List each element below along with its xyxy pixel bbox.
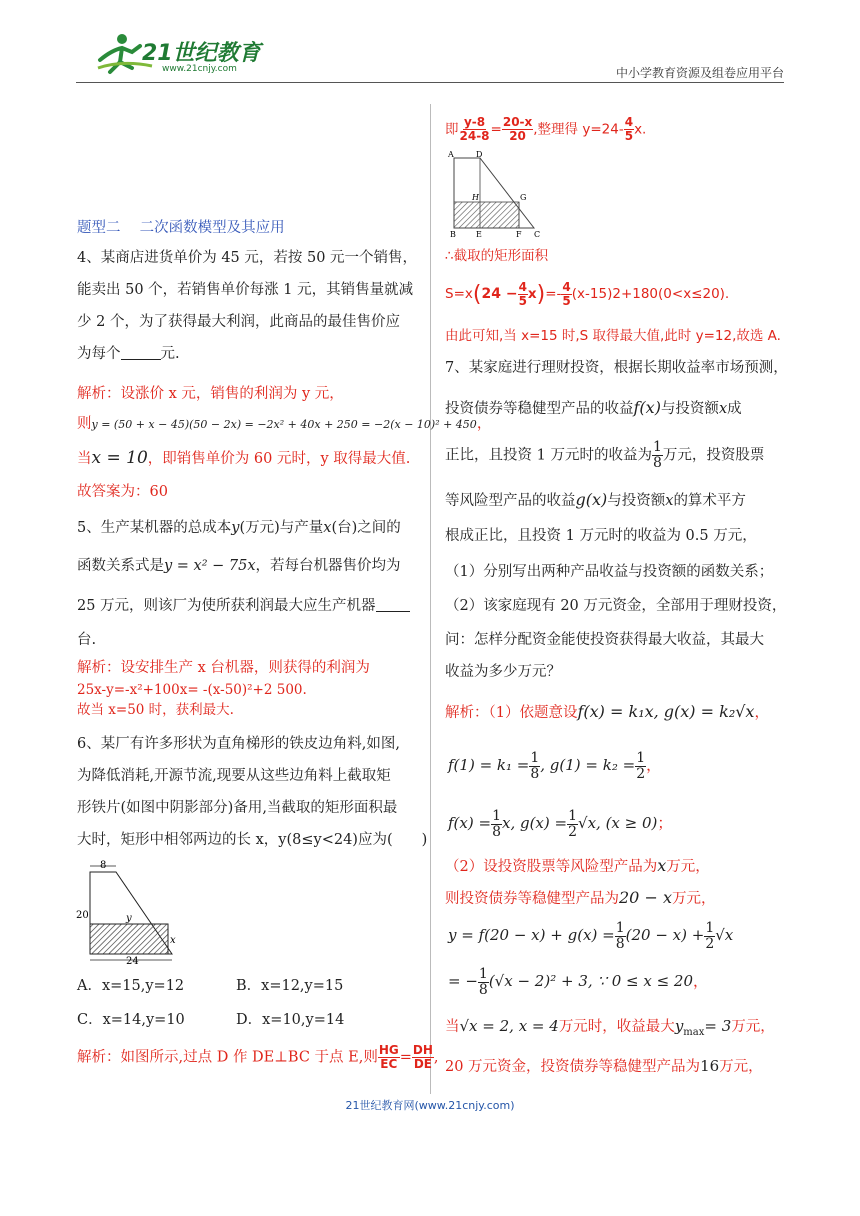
q6-sol1-end: ,: [433, 1049, 439, 1066]
q7-s5-b: 万元，: [671, 891, 716, 907]
r3-rparen: ): [536, 282, 546, 307]
q7-s7-frac: [478, 967, 489, 998]
q7-l3-frac: [652, 440, 663, 471]
q7-line-1: 7、某家庭进行理财投资，根据长期收益率市场预测，: [445, 360, 788, 376]
q7-s4-a: （2）设投资股票等风险型产品为: [445, 859, 658, 875]
logo-text: 21世纪教育: [142, 41, 261, 66]
q7-s6-a: y = f(20 − x) + g(x) =: [448, 926, 615, 944]
q4-solution-3: [77, 448, 410, 469]
q7-s6-frac2: [704, 921, 715, 952]
q7-l2-a: 投资债券等稳健型产品的收益: [445, 401, 634, 417]
q7-s3-frac1: [491, 809, 502, 840]
fig-point-h: H: [472, 193, 479, 202]
q5-line-4: 台.: [77, 632, 97, 648]
q7-s7-b: (√x − 2)² + 3, ∵ 0 ≤ x ≤ 20: [488, 972, 694, 990]
q5-solution-1: 解析：设安排生产 x 台机器，则获得的利润为: [77, 660, 370, 676]
r1-frac1: [459, 116, 491, 143]
q6-frac2-den: DE: [413, 1057, 432, 1071]
footer-link[interactable]: 21世纪教育网(www.21cnjy.com): [345, 1099, 515, 1112]
q7-solution-9: [445, 1056, 763, 1077]
q7-s6-f1-num: 1: [615, 919, 625, 936]
q7-l2-b: 与投资额: [660, 401, 719, 417]
q4-sol2-a: 则: [77, 416, 92, 432]
q7-l4-c: 的算术平方: [673, 493, 746, 509]
option-d[interactable]: D．x=10,y=14: [236, 1012, 345, 1028]
q7-solution-4: [445, 856, 710, 877]
q7-s3-a: f(x) =: [448, 814, 492, 832]
site-logo[interactable]: [92, 30, 262, 78]
q7-solution-3: [448, 808, 672, 840]
q7-s2-b: , g(1) = k₂ =: [540, 756, 636, 774]
q6-line-3: 形铁片(如图中阴影部分)备用,当截取的矩形面积最: [77, 800, 398, 816]
q5-l1-y: y: [231, 520, 240, 536]
r1-f1-den: 24-8: [459, 129, 490, 143]
q6-frac1-num: HG: [378, 1043, 399, 1057]
q7-s9-b: 万元，: [719, 1059, 763, 1075]
fig-point-d: D: [476, 150, 483, 159]
answer-blank[interactable]: [121, 345, 161, 360]
r3-f2-den: 5: [562, 293, 571, 308]
r3-paren: 24 −: [481, 286, 518, 302]
q7-s3-f1-den: 8: [492, 823, 501, 840]
q7-l4-a: 等风险型产品的收益: [445, 493, 576, 509]
q7-s2-a: f(1) = k₁ =: [448, 756, 530, 774]
q5-answer-blank[interactable]: [376, 597, 410, 612]
q4-solution-2: [77, 414, 491, 435]
option-a[interactable]: A．x=15,y=12: [77, 978, 185, 994]
q7-s9-a: 20 万元资金，投资债券等稳健型产品为: [445, 1059, 701, 1075]
r1-f2-den: 20: [509, 129, 526, 143]
r1-f3-den: 5: [624, 129, 634, 143]
q4-line-1: 4、某商店进货单价为 45 元，若按 50 元一个销售，: [77, 250, 418, 266]
r1-c: x.: [634, 121, 647, 138]
conclusion-line: 由此可知,当 x=15 时,S 取得最大值,此时 y=12,故选 A.: [445, 328, 781, 344]
area-line: ∴截取的矩形面积: [445, 248, 549, 264]
q7-line-9: 收益为多少万元？: [445, 664, 561, 680]
r3-paren-x: x: [527, 286, 537, 302]
q6-line-4: 大时，矩形中相邻两边的长 x，y(8≤y<24)应为( ): [77, 832, 428, 848]
option-c[interactable]: C．x=14,y=10: [77, 1012, 185, 1028]
q6-solution-1: [77, 1044, 439, 1071]
r1-f2-num: 20-x: [502, 115, 533, 129]
q7-s3-c: √x, (x ≥ 0): [578, 814, 658, 832]
q7-s6-f2-den: 2: [705, 935, 715, 952]
q5-solution-3: 故当 x=50 时，获利最大.: [77, 702, 234, 718]
q7-l4-x: x: [665, 493, 674, 509]
q7-solution-1: [445, 702, 769, 723]
q4-line-3: 少 2 个，为了获得最大利润，此商品的最佳售价应: [77, 314, 400, 330]
q6-sol1-text: 解析：如图所示,过点 D 作 DE⊥BC 于点 E,则: [77, 1049, 378, 1066]
q7-s5-a: 则投资债券等稳健型产品为: [445, 891, 619, 907]
r1-frac3: [624, 116, 634, 143]
r1-f1-num: y-8: [463, 115, 486, 129]
r3-frac2: [561, 281, 571, 308]
q7-s8-math: √x = 2, x = 4: [459, 1017, 559, 1035]
q7-l3-f-den: 8: [652, 455, 662, 471]
q7-s2-frac1: [529, 751, 540, 782]
q6-line-1: 6、某厂有许多形状为直角梯形的铁皮边角料,如图,: [77, 736, 400, 752]
q6-frac1-den: EC: [380, 1057, 398, 1071]
q7-s8-sub: max: [683, 1026, 705, 1038]
q7-s3-d: ；: [657, 814, 673, 832]
trapezoid-figure: [74, 858, 184, 968]
q4-sol3-b: ，即销售单价为 60 元时，y 取得最大值.: [147, 451, 411, 467]
q4-sol3-a: 当: [77, 451, 92, 467]
q5-l1-c: (台)之间的: [331, 520, 401, 536]
q6-sol1-frac1: [378, 1044, 400, 1071]
fig-point-e: E: [476, 230, 482, 239]
q7-solution-8: [445, 1016, 775, 1043]
q7-solution-5: [445, 888, 715, 909]
fig-point-f: F: [516, 230, 522, 239]
r3-f-num: 4: [518, 279, 527, 294]
q7-line-3: [445, 440, 764, 471]
r3-frac1: [518, 281, 528, 308]
q4-sol2-b: ，: [476, 416, 492, 432]
q4-sol3-math: x = 10: [91, 448, 148, 468]
r3-f2-num: 4: [562, 279, 571, 294]
q7-line-6: （1）分别写出两种产品收益与投资额的函数关系；: [445, 564, 774, 580]
q7-line-8: 问：怎样分配资金能使投资获得最大收益，其最大: [445, 632, 764, 648]
r1-eq: =: [490, 121, 502, 138]
q5-l2-a: 函数关系式是: [77, 558, 164, 574]
r1-a: 即: [445, 121, 459, 138]
fig-point-g: G: [520, 193, 527, 202]
q7-s6-c: √x: [715, 926, 734, 944]
q7-s3-f2-num: 1: [568, 807, 578, 824]
q5-l1-b: (万元)与产量: [239, 520, 324, 536]
q5-l2-math: y = x² − 75x: [164, 558, 256, 574]
q7-s8-y: y: [674, 1017, 684, 1035]
q7-s8-math3: = 3: [704, 1017, 732, 1035]
q7-s5-math: 20 − x: [619, 888, 672, 907]
fig-label-top: 8: [100, 860, 107, 871]
q7-s3-f1-num: 1: [492, 807, 501, 824]
q4-line-4-b: 元.: [160, 346, 180, 362]
r3-lparen: (: [472, 282, 482, 307]
q7-s8-a: 当: [445, 1019, 460, 1035]
q7-s3-f2-den: 2: [568, 823, 578, 840]
q7-s7-c: ，: [693, 972, 709, 990]
q7-s3-frac2: [567, 809, 578, 840]
logo-url: www.21cnjy.com: [162, 64, 237, 74]
q7-l3-a: 正比，且投资 1 万元时的收益为: [445, 447, 652, 464]
q7-solution-6: [448, 920, 733, 952]
q5-line-2: [77, 556, 401, 576]
q7-s2-f1-num: 1: [530, 749, 540, 766]
q4-sol2-math: y = (50 + x − 45)(50 − 2x) = −2x² + 40x + 250 = −2(x − 10)² + 450: [91, 418, 477, 431]
header-rule: [76, 82, 784, 83]
q4-line-4-a: 为每个: [77, 346, 121, 362]
q7-s4-x: x: [657, 856, 667, 875]
q7-s2-c: ，: [646, 756, 662, 774]
q5-l3: 25 万元，则该厂为使所获利润最大应生产机器: [77, 598, 376, 614]
fig-point-a: A: [448, 150, 454, 159]
q7-l4-math: g(x): [575, 490, 608, 509]
header-platform-text: 中小学教育资源及组卷应用平台: [615, 66, 784, 80]
q7-s1-a: 解析：（1）依题意设: [445, 705, 578, 721]
q7-line-5: 根成正比，且投资 1 万元时的收益为 0.5 万元，: [445, 528, 757, 544]
q5-l2-b: ，若每台机器售价均为: [255, 558, 401, 574]
q7-s6-f2-num: 1: [705, 919, 715, 936]
fig-label-bottom: 24: [126, 956, 139, 967]
q7-line-7: （2）该家庭现有 20 万元资金，全部用于理财投资，: [445, 598, 787, 614]
r3-c: (x-15)2+180(0<x≤20).: [571, 286, 730, 302]
section-title: 题型二 二次函数模型及其应用: [77, 220, 285, 236]
q4-solution-4: 故答案为：60: [77, 484, 168, 500]
q5-l1-a: 5、生产某机器的总成本: [77, 520, 232, 536]
q7-l2-math: f(x): [633, 398, 661, 417]
fig-point-c: C: [534, 230, 541, 239]
r1-f3-num: 4: [624, 115, 634, 129]
area-formula-line: [445, 280, 729, 309]
q7-l3-f-num: 1: [652, 439, 662, 455]
q7-line-2: [445, 398, 742, 419]
q7-s2-frac2: [635, 751, 646, 782]
q7-s1-b: ，: [754, 705, 769, 721]
q6-line-2: 为降低消耗,开源节流,现要从这些边角料上截取矩: [77, 768, 391, 784]
r3-a: S=x: [445, 286, 473, 302]
q5-solution-2: 25x-y=-x²+100x= -(x-50)²+2 500.: [77, 682, 307, 698]
q7-l3-b: 万元，投资股票: [662, 447, 765, 464]
q7-s6-b: (20 − x) +: [625, 926, 705, 944]
q7-s3-b: x, g(x) =: [501, 814, 568, 832]
column-divider: [430, 104, 431, 1094]
solution-trapezoid-figure: [446, 150, 546, 240]
q7-s8-c: 万元，: [731, 1019, 775, 1035]
q7-s2-f2-den: 2: [636, 765, 646, 782]
q7-l2-c: 成: [727, 401, 742, 417]
q7-s6-frac1: [615, 921, 626, 952]
r1-frac2: [502, 116, 533, 143]
q7-s6-f1-den: 8: [615, 935, 625, 952]
r1-b: ,整理得 y=24-: [533, 121, 624, 138]
q4-solution-1: 解析：设涨价 x 元，销售的利润为 y 元，: [77, 386, 344, 402]
q7-s7-f-num: 1: [478, 965, 488, 982]
q6-sol1-eq: =: [399, 1049, 412, 1066]
fig-label-y: y: [126, 913, 132, 924]
r3-b: =-: [545, 286, 562, 302]
q7-solution-7: [448, 966, 708, 998]
q7-s8-b: 万元时，收益最大: [558, 1019, 675, 1035]
q7-s2-f1-den: 8: [530, 765, 540, 782]
q4-line-2: 能卖出 50 个，若销售单价每涨 1 元，其销售量就减: [77, 282, 414, 298]
q5-l1-x: x: [323, 520, 332, 536]
q5-line-1: [77, 518, 401, 538]
option-b[interactable]: B．x=12,y=15: [236, 978, 344, 994]
q5-line-3: [77, 596, 410, 616]
q7-s7-f-den: 8: [478, 981, 488, 998]
q7-s7-a: = −: [448, 972, 478, 990]
q7-l2-x: x: [718, 401, 728, 417]
q7-l4-b: 与投资额: [607, 493, 666, 509]
q6-sol1-frac2: [412, 1044, 434, 1071]
q7-s2-f2-num: 1: [636, 749, 646, 766]
fig-point-b: B: [450, 230, 456, 239]
fig-label-left: 20: [76, 910, 89, 921]
q7-line-4: [445, 490, 746, 511]
q6-result-line: [445, 116, 646, 143]
q7-solution-2: [448, 750, 661, 782]
q7-s1-math: f(x) = k₁x, g(x) = k₂√x: [577, 702, 755, 721]
q7-s4-b: 万元，: [666, 859, 710, 875]
fig-label-x: x: [170, 935, 176, 946]
q6-frac2-num: DH: [412, 1043, 433, 1057]
q4-line-4: [77, 344, 180, 364]
r3-f-den: 5: [518, 293, 527, 308]
q7-s9-math: 16: [700, 1057, 720, 1075]
